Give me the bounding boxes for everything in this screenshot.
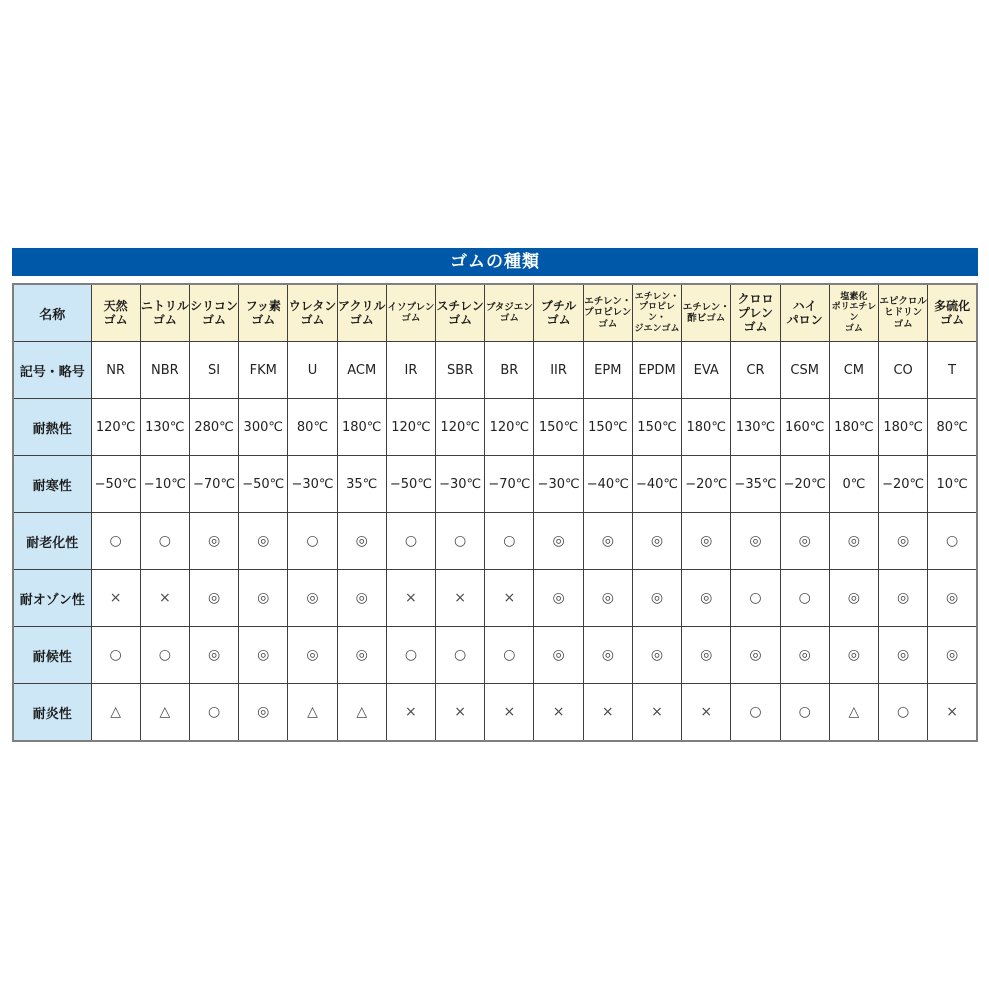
value-cell: 120℃ xyxy=(436,399,485,456)
value-cell: 150℃ xyxy=(534,399,583,456)
value-cell: 80℃ xyxy=(928,399,977,456)
table-row xyxy=(13,513,977,570)
value-cell: −20℃ xyxy=(682,456,731,513)
value-cell: −35℃ xyxy=(731,456,780,513)
rating-symbol-cell: ◎ xyxy=(731,627,780,684)
rating-symbol-cell: × xyxy=(140,570,189,627)
rating-symbol-cell: ◎ xyxy=(239,513,288,570)
value-cell: ACM xyxy=(337,342,386,399)
row-label: 耐寒性 xyxy=(13,456,91,513)
value-cell: −20℃ xyxy=(780,456,829,513)
rating-symbol-cell: △ xyxy=(337,684,386,742)
column-header: ブチル ゴム xyxy=(534,284,583,342)
rating-symbol-cell: ◎ xyxy=(682,627,731,684)
rating-symbol-cell: × xyxy=(583,684,632,742)
table-row xyxy=(13,570,977,627)
rating-symbol-cell: ○ xyxy=(386,627,435,684)
rating-symbol-cell: ◎ xyxy=(829,570,878,627)
column-header: ハイ パロン xyxy=(780,284,829,342)
rating-symbol-cell: × xyxy=(485,570,534,627)
value-cell: U xyxy=(288,342,337,399)
rating-symbol-cell: ◎ xyxy=(780,513,829,570)
rating-symbol-cell: ◎ xyxy=(879,513,928,570)
value-cell: 280℃ xyxy=(189,399,238,456)
rating-symbol-cell: ○ xyxy=(140,513,189,570)
rating-symbol-cell: ○ xyxy=(140,627,189,684)
table-row xyxy=(13,342,977,399)
rating-symbol-cell: ○ xyxy=(436,627,485,684)
rating-symbol-cell: ○ xyxy=(731,684,780,742)
rating-symbol-cell: ○ xyxy=(91,627,140,684)
column-header: エチレン・ 酢ビゴム xyxy=(682,284,731,342)
rating-symbol-cell: ◎ xyxy=(632,570,681,627)
rating-symbol-cell: × xyxy=(928,684,977,742)
column-header: ニトリル ゴム xyxy=(140,284,189,342)
rating-symbol-cell: △ xyxy=(829,684,878,742)
rating-symbol-cell: ◎ xyxy=(682,570,731,627)
rating-symbol-cell: ○ xyxy=(731,570,780,627)
value-cell: 150℃ xyxy=(632,399,681,456)
rating-symbol-cell: × xyxy=(436,684,485,742)
value-cell: EPDM xyxy=(632,342,681,399)
column-header: ウレタン ゴム xyxy=(288,284,337,342)
rating-symbol-cell: ◎ xyxy=(189,570,238,627)
row-label: 耐熱性 xyxy=(13,399,91,456)
value-cell: IIR xyxy=(534,342,583,399)
value-cell: 180℃ xyxy=(337,399,386,456)
value-cell: −50℃ xyxy=(386,456,435,513)
column-header: 多硫化 ゴム xyxy=(928,284,977,342)
column-header: クロロ プレン ゴム xyxy=(731,284,780,342)
column-header: エチレン・ プロピレン ゴム xyxy=(583,284,632,342)
rating-symbol-cell: ◎ xyxy=(583,570,632,627)
value-cell: SI xyxy=(189,342,238,399)
value-cell: −30℃ xyxy=(436,456,485,513)
column-header: エチレン・ プロピレン・ ジエンゴム xyxy=(632,284,681,342)
column-header: スチレン ゴム xyxy=(436,284,485,342)
value-cell: 130℃ xyxy=(140,399,189,456)
column-header: イソプレン ゴム xyxy=(386,284,435,342)
column-header: 天然 ゴム xyxy=(91,284,140,342)
row-label: 耐老化性 xyxy=(13,513,91,570)
value-cell: IR xyxy=(386,342,435,399)
rating-symbol-cell: × xyxy=(632,684,681,742)
table-row xyxy=(13,684,977,742)
value-cell: FKM xyxy=(239,342,288,399)
corner-label: 名称 xyxy=(13,284,91,342)
rating-symbol-cell: ◎ xyxy=(337,627,386,684)
row-label: 耐オゾン性 xyxy=(13,570,91,627)
rating-symbol-cell: ◎ xyxy=(928,570,977,627)
rating-symbol-cell: ◎ xyxy=(288,570,337,627)
rating-symbol-cell: × xyxy=(682,684,731,742)
value-cell: CO xyxy=(879,342,928,399)
value-cell: 160℃ xyxy=(780,399,829,456)
rating-symbol-cell: ◎ xyxy=(780,627,829,684)
row-label: 記号・略号 xyxy=(13,342,91,399)
rating-symbol-cell: ○ xyxy=(288,513,337,570)
rating-symbol-cell: △ xyxy=(91,684,140,742)
rating-symbol-cell: ○ xyxy=(386,513,435,570)
rating-symbol-cell: ◎ xyxy=(632,513,681,570)
rating-symbol-cell: ○ xyxy=(928,513,977,570)
value-cell: CR xyxy=(731,342,780,399)
rating-symbol-cell: ◎ xyxy=(189,513,238,570)
rating-symbol-cell: ◎ xyxy=(189,627,238,684)
value-cell: CM xyxy=(829,342,878,399)
row-label: 耐候性 xyxy=(13,627,91,684)
value-cell: 180℃ xyxy=(829,399,878,456)
rating-symbol-cell: ◎ xyxy=(239,627,288,684)
rating-symbol-cell: ◎ xyxy=(583,627,632,684)
rating-symbol-cell: ◎ xyxy=(829,513,878,570)
value-cell: −70℃ xyxy=(485,456,534,513)
value-cell: 180℃ xyxy=(879,399,928,456)
rating-symbol-cell: ◎ xyxy=(288,627,337,684)
rating-symbol-cell: ◎ xyxy=(829,627,878,684)
rating-symbol-cell: ◎ xyxy=(534,570,583,627)
rating-symbol-cell: ○ xyxy=(485,627,534,684)
value-cell: −20℃ xyxy=(879,456,928,513)
rating-symbol-cell: ○ xyxy=(436,513,485,570)
section-title: ゴムの種類 xyxy=(12,248,978,276)
value-cell: 120℃ xyxy=(91,399,140,456)
value-cell: SBR xyxy=(436,342,485,399)
column-header: エピクロル ヒドリン ゴム xyxy=(879,284,928,342)
row-label: 耐炎性 xyxy=(13,684,91,742)
value-cell: 150℃ xyxy=(583,399,632,456)
value-cell: 300℃ xyxy=(239,399,288,456)
rating-symbol-cell: ◎ xyxy=(682,513,731,570)
rating-symbol-cell: ◎ xyxy=(928,627,977,684)
value-cell: NBR xyxy=(140,342,189,399)
value-cell: −10℃ xyxy=(140,456,189,513)
value-cell: BR xyxy=(485,342,534,399)
header-row xyxy=(13,284,977,342)
rating-symbol-cell: ○ xyxy=(189,684,238,742)
value-cell: 120℃ xyxy=(386,399,435,456)
value-cell: EVA xyxy=(682,342,731,399)
value-cell: −40℃ xyxy=(583,456,632,513)
rating-symbol-cell: × xyxy=(534,684,583,742)
value-cell: −50℃ xyxy=(239,456,288,513)
rating-symbol-cell: ◎ xyxy=(337,570,386,627)
value-cell: T xyxy=(928,342,977,399)
rating-symbol-cell: ◎ xyxy=(239,684,288,742)
table-row xyxy=(13,627,977,684)
value-cell: NR xyxy=(91,342,140,399)
value-cell: −40℃ xyxy=(632,456,681,513)
rubber-types-section xyxy=(12,248,978,742)
value-cell: −30℃ xyxy=(288,456,337,513)
value-cell: −50℃ xyxy=(91,456,140,513)
rating-symbol-cell: × xyxy=(436,570,485,627)
value-cell: 10℃ xyxy=(928,456,977,513)
rating-symbol-cell: × xyxy=(91,570,140,627)
column-header: 塩素化 ポリエチレン ゴム xyxy=(829,284,878,342)
column-header: ブタジエン ゴム xyxy=(485,284,534,342)
value-cell: −70℃ xyxy=(189,456,238,513)
rating-symbol-cell: × xyxy=(386,684,435,742)
table-row xyxy=(13,399,977,456)
rating-symbol-cell: ◎ xyxy=(534,513,583,570)
rating-symbol-cell: ◎ xyxy=(632,627,681,684)
rating-symbol-cell: ◎ xyxy=(239,570,288,627)
value-cell: −30℃ xyxy=(534,456,583,513)
value-cell: 80℃ xyxy=(288,399,337,456)
rating-symbol-cell: ○ xyxy=(780,684,829,742)
value-cell: CSM xyxy=(780,342,829,399)
rating-symbol-cell: ◎ xyxy=(583,513,632,570)
rating-symbol-cell: ◎ xyxy=(879,570,928,627)
rating-symbol-cell: ○ xyxy=(780,570,829,627)
value-cell: 120℃ xyxy=(485,399,534,456)
rating-symbol-cell: ○ xyxy=(879,684,928,742)
value-cell: 180℃ xyxy=(682,399,731,456)
column-header: フッ素 ゴム xyxy=(239,284,288,342)
value-cell: 0℃ xyxy=(829,456,878,513)
rating-symbol-cell: ○ xyxy=(91,513,140,570)
rating-symbol-cell: ◎ xyxy=(337,513,386,570)
column-header: アクリル ゴム xyxy=(337,284,386,342)
rating-symbol-cell: △ xyxy=(288,684,337,742)
rubber-properties-table xyxy=(12,283,978,742)
value-cell: 130℃ xyxy=(731,399,780,456)
rating-symbol-cell: ◎ xyxy=(731,513,780,570)
value-cell: EPM xyxy=(583,342,632,399)
column-header: シリコン ゴム xyxy=(189,284,238,342)
rating-symbol-cell: ◎ xyxy=(879,627,928,684)
value-cell: 35℃ xyxy=(337,456,386,513)
table-row xyxy=(13,456,977,513)
rating-symbol-cell: △ xyxy=(140,684,189,742)
rating-symbol-cell: × xyxy=(485,684,534,742)
rating-symbol-cell: ◎ xyxy=(534,627,583,684)
rating-symbol-cell: ○ xyxy=(485,513,534,570)
rating-symbol-cell: × xyxy=(386,570,435,627)
